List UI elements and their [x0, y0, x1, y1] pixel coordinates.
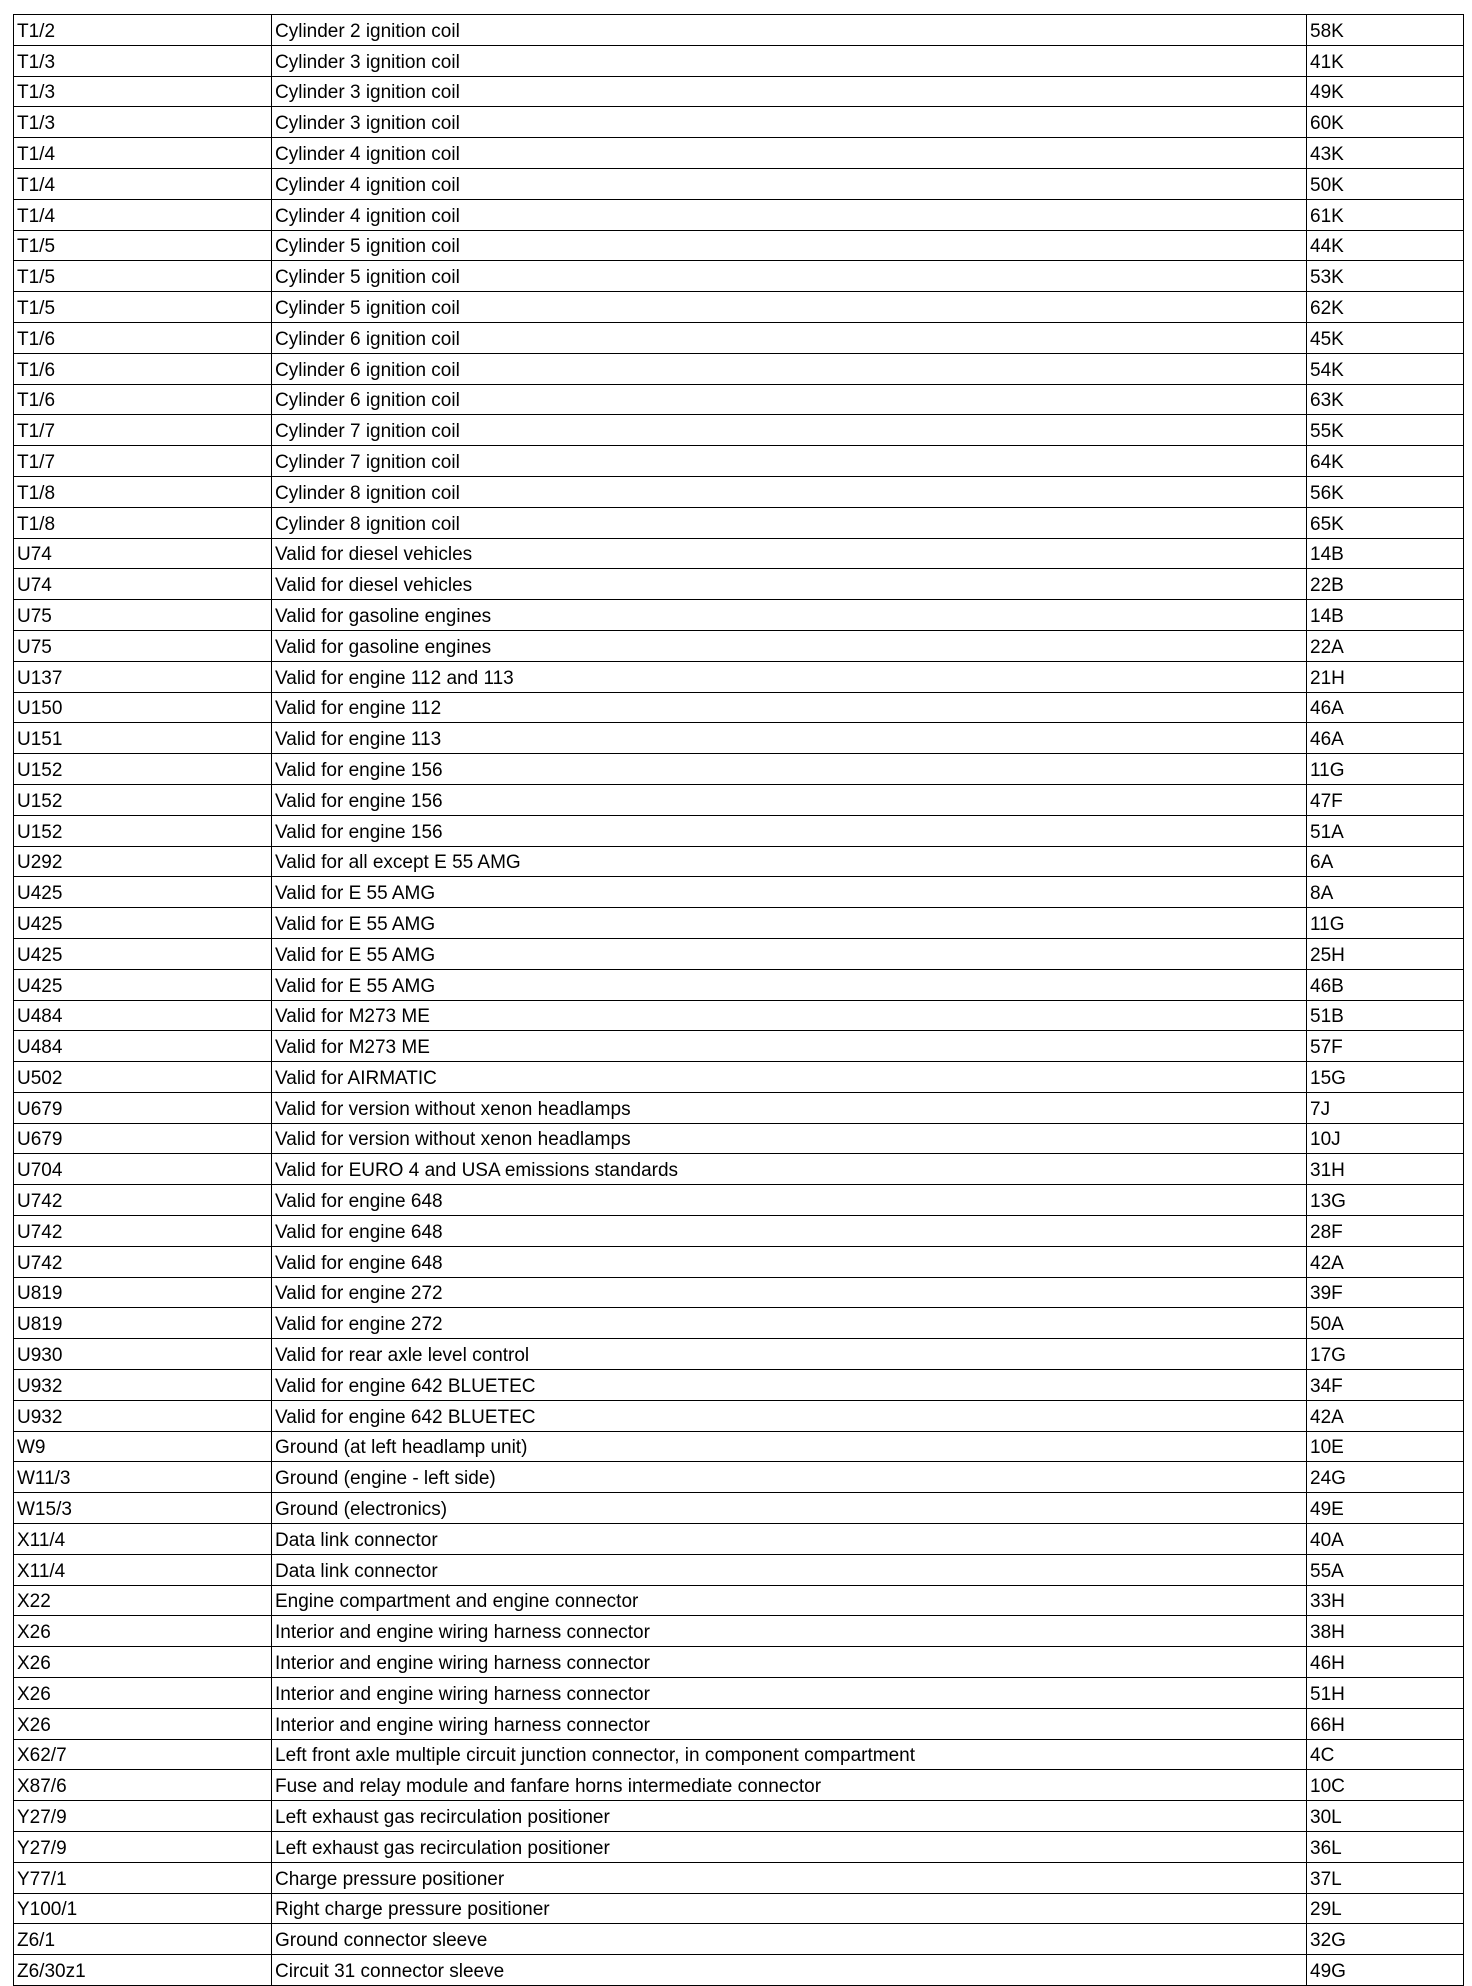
- table-row: [14, 969, 1464, 1000]
- table-row: [14, 353, 1464, 384]
- grid-location-cell: 49E: [1307, 1493, 1464, 1524]
- component-description-cell: Data link connector: [272, 1524, 1307, 1555]
- table-row: [14, 1185, 1464, 1216]
- component-description-cell: Cylinder 2 ignition coil: [272, 15, 1307, 46]
- component-description-cell: Cylinder 6 ignition coil: [272, 353, 1307, 384]
- component-code-cell: T1/2: [14, 15, 272, 46]
- component-code-cell: T1/6: [14, 384, 272, 415]
- component-code-cell: U425: [14, 877, 272, 908]
- grid-location-cell: 21H: [1307, 661, 1464, 692]
- table-row: [14, 1462, 1464, 1493]
- grid-location-cell: 11G: [1307, 754, 1464, 785]
- component-code-cell: T1/4: [14, 168, 272, 199]
- component-description-cell: Valid for M273 ME: [272, 1031, 1307, 1062]
- table-row: [14, 877, 1464, 908]
- component-code-cell: T1/8: [14, 476, 272, 507]
- grid-location-cell: 6A: [1307, 846, 1464, 877]
- component-code-cell: W15/3: [14, 1493, 272, 1524]
- component-code-cell: U819: [14, 1277, 272, 1308]
- component-code-cell: T1/3: [14, 45, 272, 76]
- table-row: [14, 1924, 1464, 1955]
- grid-location-cell: 10E: [1307, 1431, 1464, 1462]
- grid-location-cell: 43K: [1307, 138, 1464, 169]
- component-description-cell: Cylinder 7 ignition coil: [272, 446, 1307, 477]
- grid-location-cell: 37L: [1307, 1862, 1464, 1893]
- component-description-cell: Valid for engine 648: [272, 1185, 1307, 1216]
- grid-location-cell: 14B: [1307, 600, 1464, 631]
- table-row: [14, 1893, 1464, 1924]
- component-code-cell: T1/7: [14, 446, 272, 477]
- component-description-cell: Cylinder 4 ignition coil: [272, 199, 1307, 230]
- grid-location-cell: 42A: [1307, 1400, 1464, 1431]
- component-code-cell: U75: [14, 600, 272, 631]
- component-code-cell: U679: [14, 1123, 272, 1154]
- grid-location-cell: 66H: [1307, 1708, 1464, 1739]
- component-code-cell: X22: [14, 1585, 272, 1616]
- component-description-cell: Ground (engine - left side): [272, 1462, 1307, 1493]
- table-row: [14, 754, 1464, 785]
- grid-location-cell: 24G: [1307, 1462, 1464, 1493]
- table-row: [14, 476, 1464, 507]
- table-row: [14, 1616, 1464, 1647]
- table-row: [14, 1493, 1464, 1524]
- component-code-cell: X26: [14, 1647, 272, 1678]
- grid-location-cell: 56K: [1307, 476, 1464, 507]
- component-description-cell: Cylinder 6 ignition coil: [272, 322, 1307, 353]
- component-description-cell: Fuse and relay module and fanfare horns intermediate connector: [272, 1770, 1307, 1801]
- table-row: [14, 199, 1464, 230]
- component-code-cell: X62/7: [14, 1739, 272, 1770]
- component-code-cell: U425: [14, 938, 272, 969]
- grid-location-cell: 62K: [1307, 292, 1464, 323]
- component-description-cell: Left exhaust gas recirculation positioner: [272, 1801, 1307, 1832]
- grid-location-cell: 46A: [1307, 723, 1464, 754]
- table-row: [14, 230, 1464, 261]
- table-row: [14, 384, 1464, 415]
- component-description-cell: Valid for E 55 AMG: [272, 938, 1307, 969]
- grid-location-cell: 40A: [1307, 1524, 1464, 1555]
- component-code-cell: U930: [14, 1339, 272, 1370]
- table-row: [14, 630, 1464, 661]
- grid-location-cell: 58K: [1307, 15, 1464, 46]
- grid-location-cell: 46A: [1307, 692, 1464, 723]
- component-description-cell: Data link connector: [272, 1554, 1307, 1585]
- table-row: [14, 661, 1464, 692]
- grid-location-cell: 22B: [1307, 569, 1464, 600]
- component-description-cell: Valid for gasoline engines: [272, 630, 1307, 661]
- component-code-cell: W11/3: [14, 1462, 272, 1493]
- grid-location-cell: 49G: [1307, 1955, 1464, 1986]
- grid-location-cell: 32G: [1307, 1924, 1464, 1955]
- table-row: [14, 1123, 1464, 1154]
- table-row: [14, 938, 1464, 969]
- component-description-cell: Left exhaust gas recirculation positioner: [272, 1832, 1307, 1863]
- component-code-cell: U742: [14, 1246, 272, 1277]
- table-row: [14, 446, 1464, 477]
- component-description-cell: Cylinder 8 ignition coil: [272, 507, 1307, 538]
- table-row: [14, 908, 1464, 939]
- table-row: [14, 138, 1464, 169]
- grid-location-cell: 49K: [1307, 76, 1464, 107]
- grid-location-cell: 61K: [1307, 199, 1464, 230]
- component-description-cell: Cylinder 3 ignition coil: [272, 76, 1307, 107]
- component-code-cell: U679: [14, 1092, 272, 1123]
- component-code-cell: X87/6: [14, 1770, 272, 1801]
- component-description-cell: Valid for E 55 AMG: [272, 908, 1307, 939]
- grid-location-cell: 47F: [1307, 784, 1464, 815]
- component-code-cell: U425: [14, 908, 272, 939]
- component-code-cell: T1/4: [14, 138, 272, 169]
- component-description-cell: Engine compartment and engine connector: [272, 1585, 1307, 1616]
- grid-location-cell: 55A: [1307, 1554, 1464, 1585]
- table-row: [14, 600, 1464, 631]
- table-row: [14, 1554, 1464, 1585]
- grid-location-cell: 36L: [1307, 1832, 1464, 1863]
- grid-location-cell: 8A: [1307, 877, 1464, 908]
- component-code-cell: T1/5: [14, 261, 272, 292]
- table-row: [14, 45, 1464, 76]
- grid-location-cell: 63K: [1307, 384, 1464, 415]
- component-description-cell: Cylinder 3 ignition coil: [272, 107, 1307, 138]
- component-code-cell: U151: [14, 723, 272, 754]
- component-code-cell: X26: [14, 1678, 272, 1709]
- component-description-cell: Valid for E 55 AMG: [272, 877, 1307, 908]
- table-row: [14, 1708, 1464, 1739]
- component-description-cell: Valid for version without xenon headlamps: [272, 1092, 1307, 1123]
- component-code-cell: T1/7: [14, 415, 272, 446]
- table-row: [14, 784, 1464, 815]
- grid-location-cell: 64K: [1307, 446, 1464, 477]
- table-row: [14, 692, 1464, 723]
- component-description-cell: Valid for M273 ME: [272, 1000, 1307, 1031]
- component-code-cell: U484: [14, 1031, 272, 1062]
- grid-location-cell: 55K: [1307, 415, 1464, 446]
- table-row: [14, 1277, 1464, 1308]
- grid-location-cell: 50A: [1307, 1308, 1464, 1339]
- component-description-cell: Ground (at left headlamp unit): [272, 1431, 1307, 1462]
- component-description-cell: Valid for engine 156: [272, 754, 1307, 785]
- grid-location-cell: 38H: [1307, 1616, 1464, 1647]
- grid-location-cell: 15G: [1307, 1062, 1464, 1093]
- component-description-cell: Valid for engine 112: [272, 692, 1307, 723]
- grid-location-cell: 25H: [1307, 938, 1464, 969]
- component-code-cell: U137: [14, 661, 272, 692]
- component-code-cell: X11/4: [14, 1524, 272, 1555]
- component-description-cell: Valid for engine 272: [272, 1277, 1307, 1308]
- grid-location-cell: 51B: [1307, 1000, 1464, 1031]
- grid-location-cell: 45K: [1307, 322, 1464, 353]
- table-row: [14, 1154, 1464, 1185]
- component-code-cell: U932: [14, 1370, 272, 1401]
- grid-location-cell: 57F: [1307, 1031, 1464, 1062]
- component-code-cell: T1/6: [14, 353, 272, 384]
- grid-location-cell: 51H: [1307, 1678, 1464, 1709]
- grid-location-cell: 22A: [1307, 630, 1464, 661]
- component-code-cell: U502: [14, 1062, 272, 1093]
- component-description-cell: Valid for engine 156: [272, 815, 1307, 846]
- grid-location-cell: 42A: [1307, 1246, 1464, 1277]
- component-description-cell: Cylinder 4 ignition coil: [272, 138, 1307, 169]
- component-description-cell: Valid for diesel vehicles: [272, 538, 1307, 569]
- component-description-cell: Valid for engine 648: [272, 1216, 1307, 1247]
- component-code-cell: U75: [14, 630, 272, 661]
- component-description-cell: Valid for gasoline engines: [272, 600, 1307, 631]
- grid-location-cell: 46H: [1307, 1647, 1464, 1678]
- grid-location-cell: 31H: [1307, 1154, 1464, 1185]
- table-row: [14, 1801, 1464, 1832]
- component-description-cell: Valid for engine 642 BLUETEC: [272, 1400, 1307, 1431]
- grid-location-cell: 33H: [1307, 1585, 1464, 1616]
- table-row: [14, 292, 1464, 323]
- table-row: [14, 1308, 1464, 1339]
- component-description-cell: Cylinder 3 ignition coil: [272, 45, 1307, 76]
- grid-location-cell: 46B: [1307, 969, 1464, 1000]
- component-description-cell: Valid for engine 648: [272, 1246, 1307, 1277]
- table-row: [14, 107, 1464, 138]
- grid-location-cell: 39F: [1307, 1277, 1464, 1308]
- table-row: [14, 1431, 1464, 1462]
- table-row: [14, 1832, 1464, 1863]
- table-row: [14, 507, 1464, 538]
- component-description-cell: Cylinder 5 ignition coil: [272, 292, 1307, 323]
- grid-location-cell: 7J: [1307, 1092, 1464, 1123]
- component-code-cell: U74: [14, 569, 272, 600]
- component-code-cell: U484: [14, 1000, 272, 1031]
- component-description-cell: Valid for version without xenon headlamps: [272, 1123, 1307, 1154]
- table-row: [14, 322, 1464, 353]
- component-description-cell: Cylinder 7 ignition coil: [272, 415, 1307, 446]
- component-description-cell: Circuit 31 connector sleeve: [272, 1955, 1307, 1986]
- component-description-cell: Ground (electronics): [272, 1493, 1307, 1524]
- table-row: [14, 1524, 1464, 1555]
- grid-location-cell: 4C: [1307, 1739, 1464, 1770]
- component-code-cell: Y100/1: [14, 1893, 272, 1924]
- grid-location-cell: 30L: [1307, 1801, 1464, 1832]
- table-row: [14, 1339, 1464, 1370]
- table-row: [14, 415, 1464, 446]
- table-row: [14, 1770, 1464, 1801]
- component-description-cell: Valid for engine 272: [272, 1308, 1307, 1339]
- component-description-cell: Interior and engine wiring harness connector: [272, 1678, 1307, 1709]
- component-code-cell: Y77/1: [14, 1862, 272, 1893]
- table-row: [14, 1216, 1464, 1247]
- grid-location-cell: 17G: [1307, 1339, 1464, 1370]
- component-description-cell: Right charge pressure positioner: [272, 1893, 1307, 1924]
- table-row: [14, 15, 1464, 46]
- component-description-cell: Valid for engine 642 BLUETEC: [272, 1370, 1307, 1401]
- component-code-cell: T1/5: [14, 292, 272, 323]
- table-row: [14, 1246, 1464, 1277]
- component-code-cell: X26: [14, 1616, 272, 1647]
- component-description-cell: Cylinder 5 ignition coil: [272, 230, 1307, 261]
- table-row: [14, 1092, 1464, 1123]
- component-code-cell: U74: [14, 538, 272, 569]
- table-row: [14, 168, 1464, 199]
- component-description-cell: Valid for rear axle level control: [272, 1339, 1307, 1370]
- grid-location-cell: 50K: [1307, 168, 1464, 199]
- table-row: [14, 1000, 1464, 1031]
- table-body: [14, 15, 1464, 1986]
- table-row: [14, 1031, 1464, 1062]
- table-row: [14, 538, 1464, 569]
- table-row: [14, 1739, 1464, 1770]
- table-row: [14, 261, 1464, 292]
- table-row: [14, 1370, 1464, 1401]
- table-row: [14, 76, 1464, 107]
- component-description-cell: Charge pressure positioner: [272, 1862, 1307, 1893]
- table-row: [14, 1585, 1464, 1616]
- component-description-cell: Interior and engine wiring harness connector: [272, 1708, 1307, 1739]
- grid-location-cell: 10J: [1307, 1123, 1464, 1154]
- component-description-cell: Valid for engine 156: [272, 784, 1307, 815]
- component-code-cell: U932: [14, 1400, 272, 1431]
- grid-location-cell: 14B: [1307, 538, 1464, 569]
- grid-location-cell: 53K: [1307, 261, 1464, 292]
- table-row: [14, 569, 1464, 600]
- component-code-cell: T1/3: [14, 107, 272, 138]
- component-description-cell: Valid for diesel vehicles: [272, 569, 1307, 600]
- grid-location-cell: 60K: [1307, 107, 1464, 138]
- grid-location-cell: 10C: [1307, 1770, 1464, 1801]
- component-description-cell: Valid for E 55 AMG: [272, 969, 1307, 1000]
- component-code-cell: T1/4: [14, 199, 272, 230]
- grid-location-cell: 28F: [1307, 1216, 1464, 1247]
- table-row: [14, 815, 1464, 846]
- component-description-cell: Valid for AIRMATIC: [272, 1062, 1307, 1093]
- component-code-cell: U819: [14, 1308, 272, 1339]
- component-code-cell: U152: [14, 784, 272, 815]
- grid-location-cell: 44K: [1307, 230, 1464, 261]
- grid-location-cell: 11G: [1307, 908, 1464, 939]
- component-code-cell: X26: [14, 1708, 272, 1739]
- table-row: [14, 1062, 1464, 1093]
- grid-location-cell: 51A: [1307, 815, 1464, 846]
- component-code-cell: T1/3: [14, 76, 272, 107]
- component-code-cell: U152: [14, 815, 272, 846]
- table-row: [14, 1647, 1464, 1678]
- table-row: [14, 1400, 1464, 1431]
- component-code-cell: U292: [14, 846, 272, 877]
- component-code-cell: U704: [14, 1154, 272, 1185]
- table-row: [14, 723, 1464, 754]
- component-description-cell: Left front axle multiple circuit junction connector, in component compartment: [272, 1739, 1307, 1770]
- component-code-cell: T1/5: [14, 230, 272, 261]
- grid-location-cell: 13G: [1307, 1185, 1464, 1216]
- component-code-cell: Z6/1: [14, 1924, 272, 1955]
- component-description-cell: Cylinder 8 ignition coil: [272, 476, 1307, 507]
- component-code-cell: T1/8: [14, 507, 272, 538]
- component-description-cell: Cylinder 4 ignition coil: [272, 168, 1307, 199]
- component-code-cell: W9: [14, 1431, 272, 1462]
- table-row: [14, 1955, 1464, 1986]
- table-row: [14, 846, 1464, 877]
- component-index-table: [13, 14, 1464, 1986]
- component-description-cell: Valid for EURO 4 and USA emissions standards: [272, 1154, 1307, 1185]
- component-code-cell: T1/6: [14, 322, 272, 353]
- component-description-cell: Valid for engine 112 and 113: [272, 661, 1307, 692]
- component-code-cell: Y27/9: [14, 1801, 272, 1832]
- component-code-cell: U152: [14, 754, 272, 785]
- component-description-cell: Valid for engine 113: [272, 723, 1307, 754]
- table-row: [14, 1678, 1464, 1709]
- component-code-cell: X11/4: [14, 1554, 272, 1585]
- grid-location-cell: 41K: [1307, 45, 1464, 76]
- component-description-cell: Ground connector sleeve: [272, 1924, 1307, 1955]
- component-description-cell: Cylinder 6 ignition coil: [272, 384, 1307, 415]
- grid-location-cell: 29L: [1307, 1893, 1464, 1924]
- table-row: [14, 1862, 1464, 1893]
- component-code-cell: U742: [14, 1216, 272, 1247]
- component-code-cell: Z6/30z1: [14, 1955, 272, 1986]
- component-code-cell: U425: [14, 969, 272, 1000]
- component-description-cell: Valid for all except E 55 AMG: [272, 846, 1307, 877]
- component-description-cell: Cylinder 5 ignition coil: [272, 261, 1307, 292]
- component-code-cell: U150: [14, 692, 272, 723]
- grid-location-cell: 34F: [1307, 1370, 1464, 1401]
- grid-location-cell: 54K: [1307, 353, 1464, 384]
- component-description-cell: Interior and engine wiring harness connector: [272, 1647, 1307, 1678]
- component-description-cell: Interior and engine wiring harness connector: [272, 1616, 1307, 1647]
- component-code-cell: U742: [14, 1185, 272, 1216]
- component-code-cell: Y27/9: [14, 1832, 272, 1863]
- grid-location-cell: 65K: [1307, 507, 1464, 538]
